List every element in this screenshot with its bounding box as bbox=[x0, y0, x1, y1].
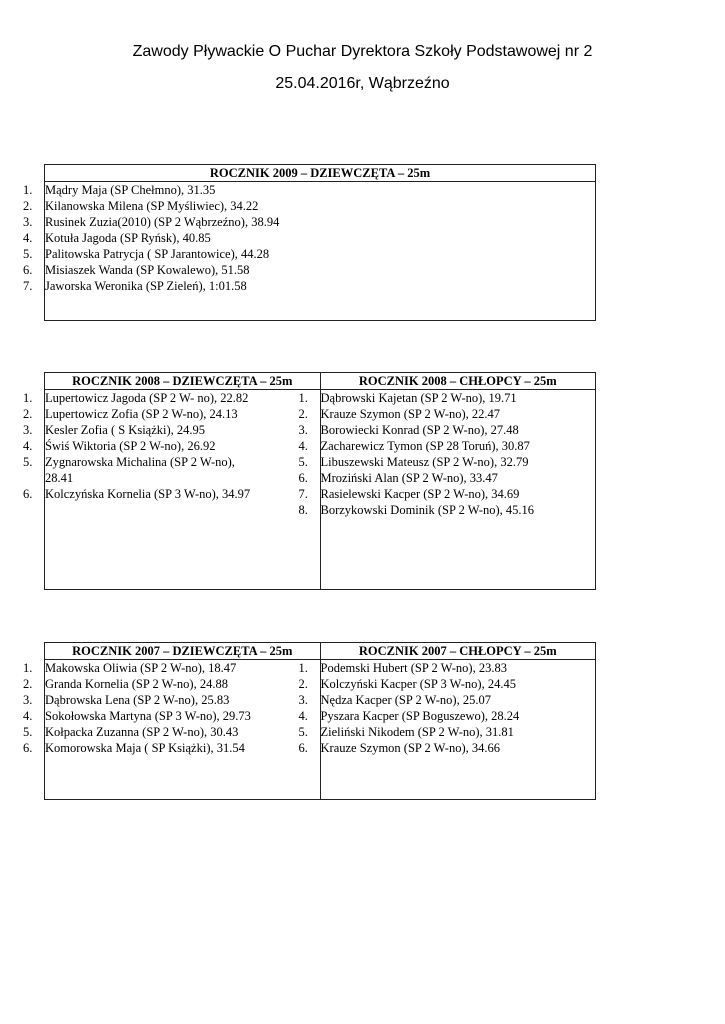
entry-number: 7. bbox=[298, 487, 308, 501]
entry-number: 1. bbox=[298, 391, 308, 405]
result-entry bbox=[23, 406, 260, 422]
result-entry bbox=[23, 230, 595, 246]
entry-text: Komorowska Maja ( SP Książki), 31.54 bbox=[45, 741, 245, 755]
entry-number: 1. bbox=[23, 183, 33, 197]
result-entry bbox=[23, 278, 595, 294]
entry-text: Granda Kornelia (SP 2 W-no), 24.88 bbox=[45, 677, 228, 691]
entry-number: 4. bbox=[298, 709, 308, 723]
entry-number: 2. bbox=[298, 677, 308, 691]
entry-text: Rusinek Zuzia(2010) (SP 2 Wąbrzeźno), 38.94 bbox=[45, 215, 280, 229]
result-entry bbox=[298, 502, 536, 518]
result-entry bbox=[298, 454, 536, 470]
entry-number: 1. bbox=[298, 661, 308, 675]
entry-number: 6. bbox=[23, 741, 33, 755]
entry-number: 5. bbox=[298, 455, 308, 469]
entry-number: 6. bbox=[23, 263, 33, 277]
entry-text: Libuszewski Mateusz (SP 2 W-no), 32.79 bbox=[320, 455, 529, 469]
entry-number: 4. bbox=[23, 709, 33, 723]
result-entry bbox=[298, 486, 536, 502]
result-entry bbox=[298, 740, 536, 756]
entry-text: Kolczyńska Kornelia (SP 3 W-no), 34.97 bbox=[45, 487, 251, 501]
entry-number: 5. bbox=[23, 455, 33, 469]
result-entry bbox=[298, 660, 536, 676]
entry-number: 3. bbox=[23, 693, 33, 707]
entry-text: Świś Wiktoria (SP 2 W-no), 26.92 bbox=[45, 439, 216, 453]
entry-text: Zacharewicz Tymon (SP 28 Toruń), 30.87 bbox=[320, 439, 530, 453]
result-entry bbox=[23, 214, 595, 230]
entry-number: 1. bbox=[23, 661, 33, 675]
entry-number: 4. bbox=[23, 439, 33, 453]
section-heading-girls-2007: ROCZNIK 2007 – DZIEWCZĘTA – 25m bbox=[45, 643, 321, 660]
entry-number: 2. bbox=[23, 199, 33, 213]
result-entry bbox=[298, 406, 536, 422]
results-cell bbox=[23, 390, 321, 590]
entry-text: Misiaszek Wanda (SP Kowalewo), 51.58 bbox=[45, 263, 250, 277]
results-table-2009 bbox=[23, 164, 596, 321]
entry-number: 4. bbox=[298, 439, 308, 453]
entry-text: Borzykowski Dominik (SP 2 W-no), 45.16 bbox=[320, 503, 535, 517]
entry-text: Makowska Oliwia (SP 2 W-no), 18.47 bbox=[45, 661, 237, 675]
results-cell bbox=[298, 660, 596, 800]
result-entry bbox=[298, 724, 536, 740]
entry-text: Dąbrowska Lena (SP 2 W-no), 25.83 bbox=[45, 693, 230, 707]
entry-text: Sokołowska Martyna (SP 3 W-no), 29.73 bbox=[45, 709, 251, 723]
entry-text: Lupertowicz Zofia (SP 2 W-no), 24.13 bbox=[45, 407, 238, 421]
result-entry bbox=[298, 390, 536, 406]
entry-number: 3. bbox=[23, 215, 33, 229]
entry-text: Kotuła Jagoda (SP Ryńsk), 40.85 bbox=[45, 231, 211, 245]
result-entry bbox=[23, 676, 260, 692]
entry-text: Rasielewski Kacper (SP 2 W-no), 34.69 bbox=[320, 487, 520, 501]
entry-number: 5. bbox=[23, 247, 33, 261]
result-entry bbox=[23, 740, 260, 756]
entry-text: Kesler Zofia ( S Książki), 24.95 bbox=[45, 423, 206, 437]
results-cell bbox=[23, 660, 321, 800]
entry-text: Dąbrowski Kajetan (SP 2 W-no), 19.71 bbox=[320, 391, 517, 405]
result-entry bbox=[23, 182, 595, 198]
result-entry bbox=[23, 246, 595, 262]
results-table-2008 bbox=[23, 372, 596, 590]
result-entry bbox=[23, 454, 260, 486]
entry-text: Podemski Hubert (SP 2 W-no), 23.83 bbox=[320, 661, 507, 675]
entry-number: 2. bbox=[23, 677, 33, 691]
entry-number: 3. bbox=[23, 423, 33, 437]
entry-number: 3. bbox=[298, 693, 308, 707]
result-entry bbox=[23, 486, 260, 502]
results-list bbox=[298, 390, 536, 518]
entry-text: Jaworska Weronika (SP Zieleń), 1:01.58 bbox=[45, 279, 247, 293]
result-entry bbox=[23, 390, 260, 406]
entry-text: Kolczyński Kacper (SP 3 W-no), 24.45 bbox=[320, 677, 516, 691]
entry-number: 2. bbox=[298, 407, 308, 421]
results-cell bbox=[298, 390, 596, 590]
page-subtitle: 25.04.2016r, Wąbrzeźno bbox=[275, 75, 450, 92]
entry-number: 5. bbox=[298, 725, 308, 739]
result-entry bbox=[298, 422, 536, 438]
section-heading-girls-2009: ROCZNIK 2009 – DZIEWCZĘTA – 25m bbox=[45, 165, 596, 182]
result-entry bbox=[23, 660, 260, 676]
result-entry bbox=[298, 676, 536, 692]
result-entry bbox=[298, 708, 536, 724]
entry-text: Kilanowska Milena (SP Myśliwiec), 34.22 bbox=[45, 199, 259, 213]
results-list bbox=[23, 390, 260, 502]
result-entry bbox=[23, 724, 260, 740]
entry-number: 1. bbox=[23, 391, 33, 405]
entry-text: Zieliński Nikodem (SP 2 W-no), 31.81 bbox=[320, 725, 514, 739]
entry-number: 5. bbox=[23, 725, 33, 739]
section-heading-boys-2007: ROCZNIK 2007 – CHŁOPCY – 25m bbox=[320, 643, 596, 660]
result-entry bbox=[298, 470, 536, 486]
entry-number: 7. bbox=[23, 279, 33, 293]
section-heading-boys-2008: ROCZNIK 2008 – CHŁOPCY – 25m bbox=[320, 373, 596, 390]
entry-text: Lupertowicz Jagoda (SP 2 W- no), 22.82 bbox=[45, 391, 249, 405]
result-entry bbox=[23, 438, 260, 454]
entry-text: Borowiecki Konrad (SP 2 W-no), 27.48 bbox=[320, 423, 519, 437]
result-entry bbox=[23, 198, 595, 214]
result-entry bbox=[298, 692, 536, 708]
entry-number: 6. bbox=[23, 487, 33, 501]
results-list bbox=[23, 182, 595, 294]
results-list bbox=[23, 660, 260, 756]
entry-number: 6. bbox=[298, 741, 308, 755]
result-entry bbox=[23, 708, 260, 724]
entry-text: Mroziński Alan (SP 2 W-no), 33.47 bbox=[320, 471, 498, 485]
entry-text: Mądry Maja (SP Chełmno), 31.35 bbox=[45, 183, 216, 197]
results-table-2007 bbox=[23, 642, 596, 800]
entry-number: 4. bbox=[23, 231, 33, 245]
result-entry bbox=[23, 692, 260, 708]
result-entry bbox=[23, 422, 260, 438]
result-entry bbox=[23, 262, 595, 278]
results-cell bbox=[23, 182, 596, 321]
section-heading-girls-2008: ROCZNIK 2008 – DZIEWCZĘTA – 25m bbox=[45, 373, 321, 390]
entry-text: Krauze Szymon (SP 2 W-no), 22.47 bbox=[320, 407, 500, 421]
entry-text: Kołpacka Zuzanna (SP 2 W-no), 30.43 bbox=[45, 725, 239, 739]
entry-text: Zygnarowska Michalina (SP 2 W-no), 28.41 bbox=[45, 455, 235, 485]
entry-text: Pyszara Kacper (SP Boguszewo), 28.24 bbox=[320, 709, 520, 723]
page-title: Zawody Pływackie O Puchar Dyrektora Szkoły Podstawowej nr 2 bbox=[132, 43, 593, 60]
entry-number: 3. bbox=[298, 423, 308, 437]
entry-number: 2. bbox=[23, 407, 33, 421]
result-entry bbox=[298, 438, 536, 454]
entry-text: Palitowska Patrycja ( SP Jarantowice), 44.28 bbox=[45, 247, 270, 261]
results-list bbox=[298, 660, 536, 756]
entry-text: Nędza Kacper (SP 2 W-no), 25.07 bbox=[320, 693, 491, 707]
entry-number: 8. bbox=[298, 503, 308, 517]
entry-number: 6. bbox=[298, 471, 308, 485]
entry-text: Krauze Szymon (SP 2 W-no), 34.66 bbox=[320, 741, 500, 755]
